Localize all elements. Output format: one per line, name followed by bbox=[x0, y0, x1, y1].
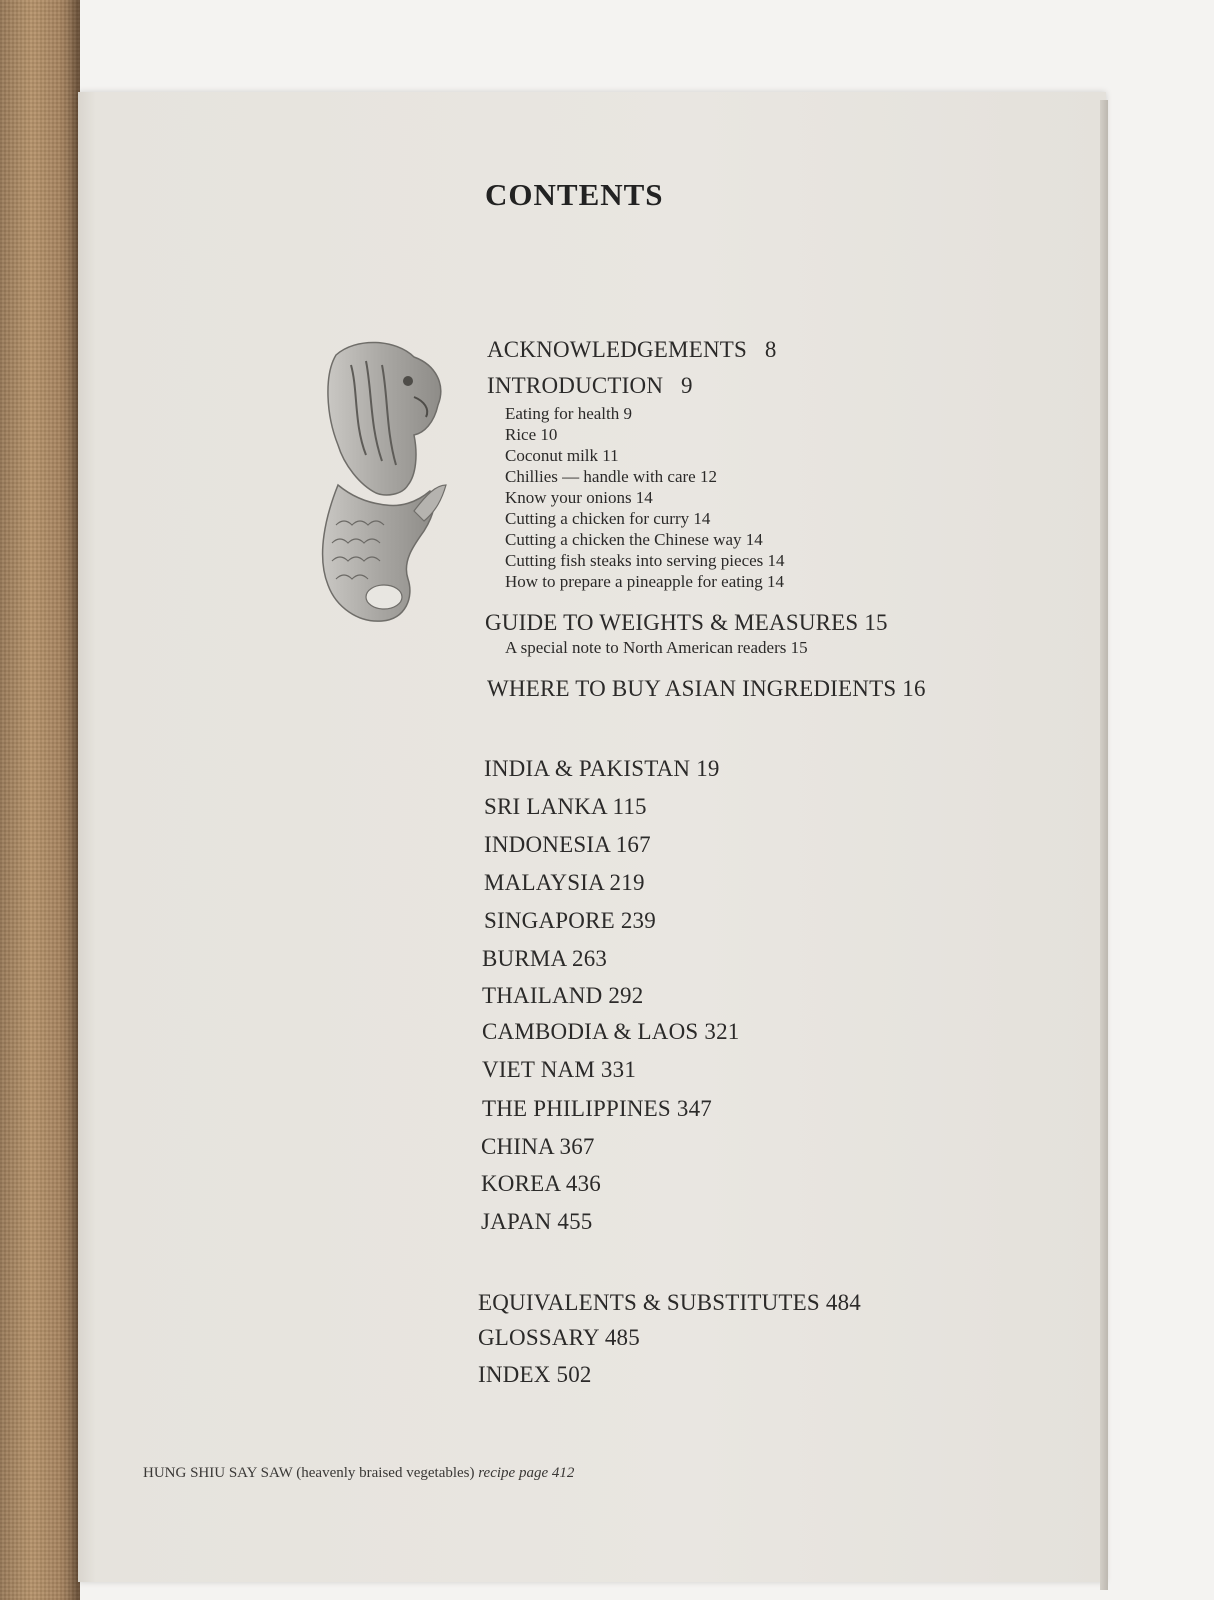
toc-label: ACKNOWLEDGEMENTS bbox=[487, 337, 748, 362]
toc-country: INDONESIA 167 bbox=[484, 832, 651, 857]
toc-back-matter: EQUIVALENTS & SUBSTITUTES 484 bbox=[478, 1290, 861, 1315]
toc-subentry: A special note to North American readers 15 bbox=[505, 638, 808, 657]
toc-page-number: 9 bbox=[681, 373, 693, 398]
toc-page-number: 8 bbox=[764, 337, 777, 362]
merlion-illustration-icon bbox=[296, 335, 456, 635]
caption-text: HUNG SHIU SAY SAW (heavenly braised vegetables) bbox=[143, 1465, 475, 1481]
toc-subentry: Coconut milk 11 bbox=[505, 446, 619, 465]
toc-country: INDIA & PAKISTAN 19 bbox=[484, 756, 720, 781]
toc-subentry: Cutting a chicken for curry 14 bbox=[505, 509, 711, 528]
toc-subentry: Cutting a chicken the Chinese way 14 bbox=[505, 530, 763, 549]
toc-acknowledgements bbox=[487, 337, 777, 363]
toc-label: INTRODUCTION bbox=[487, 373, 664, 398]
toc-subentry: Know your onions 14 bbox=[505, 488, 653, 507]
toc-country: JAPAN 455 bbox=[481, 1209, 593, 1234]
toc-subentry: Chillies — handle with care 12 bbox=[505, 467, 717, 486]
toc-subentry: How to prepare a pineapple for eating 14 bbox=[505, 572, 784, 591]
toc-where-to-buy: WHERE TO BUY ASIAN INGREDIENTS 16 bbox=[487, 676, 926, 701]
toc-back-matter: GLOSSARY 485 bbox=[478, 1325, 640, 1350]
caption-recipe-page: recipe page 412 bbox=[478, 1465, 575, 1481]
toc-introduction bbox=[487, 373, 693, 399]
toc-country: CAMBODIA & LAOS 321 bbox=[482, 1019, 740, 1044]
book-binding bbox=[0, 0, 80, 1600]
toc-country: KOREA 436 bbox=[481, 1171, 602, 1196]
toc-country: BURMA 263 bbox=[482, 946, 608, 971]
toc-subentry: Cutting fish steaks into serving pieces 14 bbox=[505, 551, 785, 570]
toc-country: MALAYSIA 219 bbox=[484, 870, 645, 895]
page-title: CONTENTS bbox=[485, 177, 664, 212]
toc-country: THE PHILIPPINES 347 bbox=[482, 1096, 712, 1121]
toc-weights-measures: GUIDE TO WEIGHTS & MEASURES 15 bbox=[485, 610, 888, 635]
toc-back-matter: INDEX 502 bbox=[478, 1362, 592, 1387]
toc-country: SINGAPORE 239 bbox=[484, 908, 656, 933]
toc-subentry: Rice 10 bbox=[505, 425, 558, 444]
page-edge bbox=[1100, 100, 1108, 1590]
toc-country: CHINA 367 bbox=[481, 1134, 595, 1159]
toc-subentry: Eating for health 9 bbox=[505, 404, 632, 423]
toc-country: THAILAND 292 bbox=[482, 983, 644, 1008]
photo-caption bbox=[143, 1465, 574, 1482]
toc-country: SRI LANKA 115 bbox=[484, 794, 647, 819]
toc-country: VIET NAM 331 bbox=[482, 1057, 637, 1082]
